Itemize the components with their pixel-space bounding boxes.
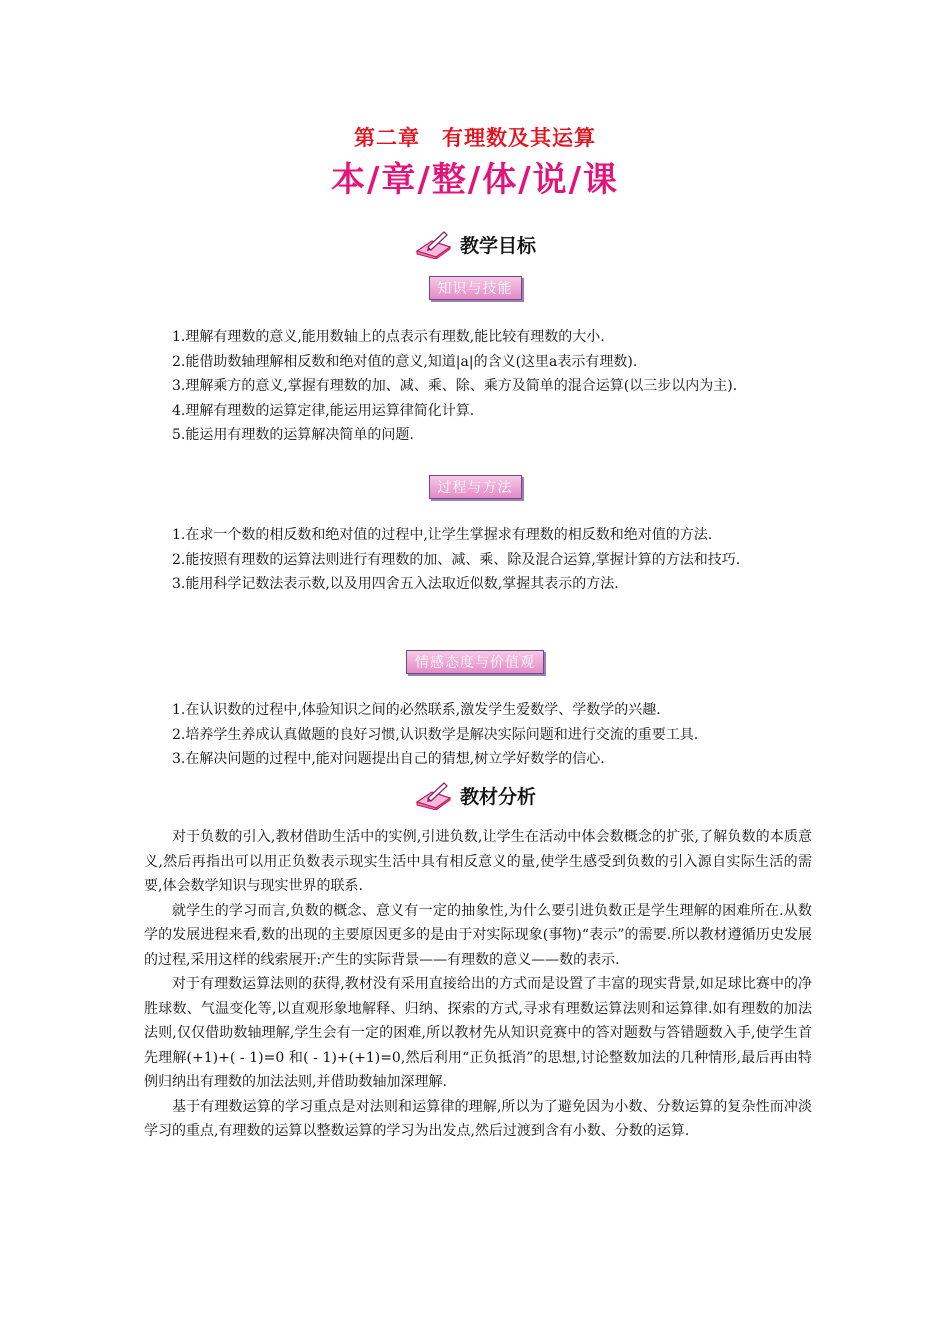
list-item: 3.能用科学记数法表示数,以及用四舍五入法取近似数,掌握其表示的方法.	[172, 576, 619, 592]
badge-knowledge	[0, 276, 950, 300]
list-item: 1.在认识数的过程中,体验知识之间的必然联系,激发学生爱数学、学数学的兴趣.	[172, 702, 661, 718]
badge-label: 知识与技能	[429, 276, 522, 300]
paragraph: 对于负数的引入,教材借助生活中的实例,引进负数,让学生在活动中体会数概念的扩张,了解负数的本质意义,然后再指出可以用正负数表示现实生活中具有相反意义的量,使学生感受到负数的引入源自实际生活的需要,体会数学知识与现实世界的联系.	[144, 829, 812, 894]
attitude-list	[144, 698, 812, 772]
list-item: 1.理解有理数的意义,能用数轴上的点表示有理数,能比较有理数的大小.	[172, 329, 605, 345]
section-heading-analysis	[0, 779, 950, 811]
badge-label: 情感态度与价值观	[406, 650, 544, 674]
analysis-body	[144, 825, 812, 1144]
section-title: 教材分析	[459, 785, 536, 808]
list-item: 1.在求一个数的相反数和绝对值的过程中,让学生掌握求有理数的相反数和绝对值的方法.	[172, 527, 713, 543]
paragraph: 就学生的学习而言,负数的概念、意义有一定的抽象性,为什么要引进负数正是学生理解的困难所在.从数学的发展进程来看,数的出现的主要原因更多的是由于对实际现象(事物)“表示”的需要.所以教材遵循历史发展的过程,采用这样的线索展开:产生的实际背景——有理数的意义——数的表示.	[144, 902, 812, 968]
badge-label: 过程与方法	[429, 475, 522, 499]
book-pen-icon	[414, 229, 454, 259]
list-item: 4.理解有理数的运算定律,能运用运算律简化计算.	[172, 402, 475, 419]
paragraph: 对于有理数运算法则的获得,教材没有采用直接给出的方式而是设置了丰富的现实背景,如足球比赛中的净胜球数、气温变化等,以直观形象地解释、归纳、探索的方式,寻求有理数运算法则和运算律.如有理数的加法法则,仅仅借助数轴理解,学生会有一定的困难,所以教材先从知识竞赛中的答对题数与答错题数入手,使学生首先理解(+1)+( - 1)=0 和( - 1)+(+1)=0,然后利用“正负抵消”的思想,讨论整数加法的几种情形,最后再由特例归纳出有理数的加法法则,并借助数轴加深理解.	[144, 976, 812, 1090]
paragraph: 基于有理数运算的学习重点是对法则和运算律的理解,所以为了避免因为小数、分数运算的复杂性而冲淡学习的重点,有理数的运算以整数运算的学习为出发点,然后过渡到含有小数、分数的运算.	[144, 1098, 812, 1139]
badge-attitude	[0, 650, 950, 674]
section-heading-goals	[0, 228, 950, 260]
list-item: 2.能借助数轴理解相反数和绝对值的意义,知道|a|的含义(这里a表示有理数).	[172, 353, 638, 370]
chapter-title: 第二章 有理数及其运算	[354, 126, 596, 150]
knowledge-list	[144, 325, 812, 448]
badge-process	[0, 475, 950, 499]
list-item: 3.理解乘方的意义,掌握有理数的加、减、乘、除、乘方及简单的混合运算(以三步以内为主).	[172, 378, 738, 394]
list-item: 2.能按照有理数的运算法则进行有理数的加、减、乘、除及混合运算,掌握计算的方法和技巧.	[172, 551, 741, 568]
list-item: 2.培养学生养成认真做题的良好习惯,认识数学是解决实际问题和进行交流的重要工具.	[172, 726, 699, 743]
section-title: 教学目标	[459, 234, 536, 257]
book-pen-icon	[414, 780, 454, 810]
process-list	[144, 523, 812, 597]
list-item: 5.能运用有理数的运算解决简单的问题.	[172, 427, 414, 443]
list-item: 3.在解决问题的过程中,能对问题提出自己的猜想,树立学好数学的信心.	[172, 751, 605, 767]
page-title: 本/章/整/体/说/课	[330, 160, 620, 200]
